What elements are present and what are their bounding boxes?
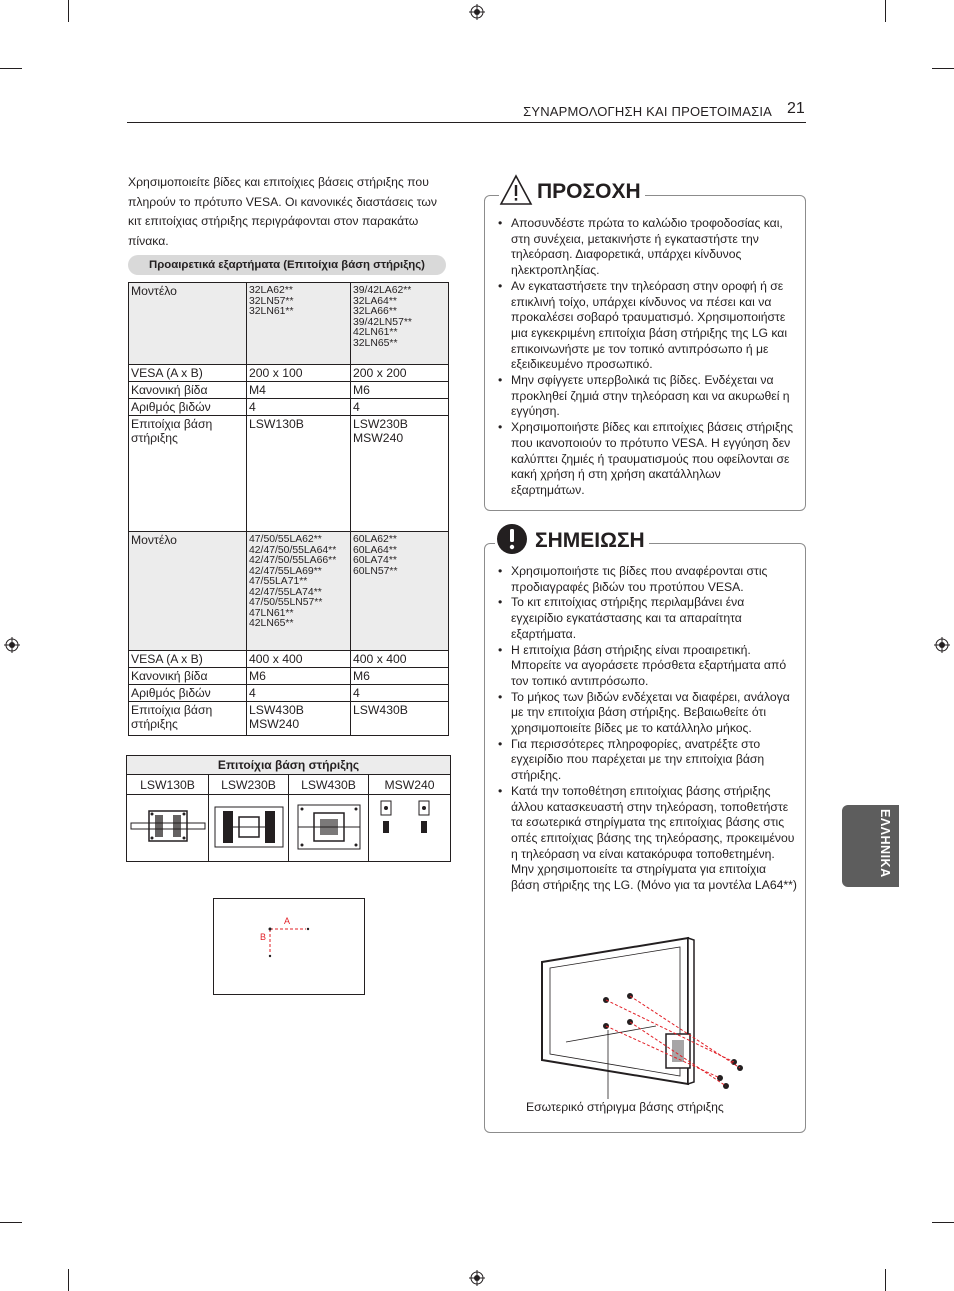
vesa-value: 400 x 400 xyxy=(247,651,351,668)
mount-model-label: LSW230B xyxy=(209,775,289,795)
mount-model-label: MSW240 xyxy=(369,775,451,795)
registration-mark-icon xyxy=(469,4,485,20)
registration-mark-icon xyxy=(934,637,950,653)
count-value: 4 xyxy=(247,685,351,702)
bracket-caption: Εσωτερικό στήριγμα βάσης στήριξης xyxy=(526,1100,724,1114)
table-row xyxy=(129,651,449,668)
wall-mount-lsw130b-icon xyxy=(129,797,207,857)
count-label: Αριθμός βιδών xyxy=(129,685,247,702)
note-item: • Η επιτοίχια βάση στήριξης είναι προαιρετική. Μπορείτε να αγοράσετε πρόσθετα εξαρτήματα από τον τοπικό αντιπρόσωπο. xyxy=(497,643,797,690)
section-title: ΣΥΝΑΡΜΟΛΟΓΗΣΗ ΚΑΙ ΠΡΟΕΤΟΙΜΑΣΙΑ xyxy=(523,104,772,119)
screw-value: M6 xyxy=(247,668,351,685)
mount-value: LSW130B xyxy=(247,416,351,532)
table-row xyxy=(129,702,449,736)
screw-value: M6 xyxy=(351,382,449,399)
wall-mount-table xyxy=(126,755,451,862)
vesa-label: VESA (A x B) xyxy=(129,651,247,668)
count-label: Αριθμός βιδών xyxy=(129,399,247,416)
model-list: 47/50/55LA62** 42/47/50/55LA64** 42/47/50/55LA66** 42/47/55LA69** 47/55LA71** 42/47/55LA74** 47/50/55LN57** 47LN61** 42LN65** xyxy=(247,532,351,651)
caution-item: • Μην σφίγγετε υπερβολικά τις βίδες. Ενδέχεται να προκληθεί ζημιά στην τηλεόραση και να ακυρωθεί η εγγύηση. xyxy=(497,373,797,420)
note-item: • Το κιτ επιτοίχιας στήριξης περιλαμβάνει ένα εγχειρίδιο εγκατάστασης και τα απαραίτητα εξαρτήματα. xyxy=(497,595,797,642)
table-row xyxy=(129,532,449,651)
model-label: Μοντέλο xyxy=(129,283,247,365)
crop-mark xyxy=(0,68,22,69)
wall-mount-lsw230b-icon xyxy=(211,797,287,857)
vesa-label: VESA (A x B) xyxy=(129,365,247,382)
note-item: • Για περισσότερες πληροφορίες, ανατρέξτε στο εγχειρίδιο που παρέχεται με την επιτοίχια βάση στήριξης. xyxy=(497,737,797,784)
caution-list xyxy=(497,216,797,499)
mount-model-label: LSW130B xyxy=(127,775,209,795)
model-label: Μοντέλο xyxy=(129,532,247,651)
count-value: 4 xyxy=(351,685,449,702)
page-number: 21 xyxy=(787,100,805,117)
caution-item: • Αποσυνδέστε πρώτα το καλώδιο τροφοδοσίας και, στη συνέχεια, μετακινήστε ή εγκαταστήστε την τηλεόραση. Διαφορετικά, υπάρχει κίνδυνος ηλεκτροπληξίας. xyxy=(497,216,797,279)
table-row xyxy=(129,399,449,416)
screw-value: M4 xyxy=(247,382,351,399)
crop-mark xyxy=(68,1269,69,1291)
note-title: ΣΗΜΕΙΩΣΗ xyxy=(531,529,649,553)
table-row xyxy=(129,382,449,399)
screw-label: Κανονική βίδα xyxy=(129,382,247,399)
language-tab xyxy=(842,805,899,887)
vesa-diagram xyxy=(213,898,365,995)
dimension-a-label: A xyxy=(284,916,291,926)
screw-label: Κανονική βίδα xyxy=(129,668,247,685)
model-list: 39/42LA62** 32LA64** 32LA66** 39/42LN57** 42LN61** 32LN65** xyxy=(351,283,449,365)
mount-value: LSW230B MSW240 xyxy=(351,416,449,532)
caution-item: • Χρησιμοποιήστε βίδες και επιτοίχιες βάσεις στήριξης που ικανοποιούν το πρότυπο VESA. Η εγγύηση δεν καλύπτει ζημιές ή τραυματισμούς που οφείλονται σε κακή χρήση ή στη χρήση ακατάλληλων εξαρτημάτων. xyxy=(497,420,797,499)
vesa-value: 400 x 400 xyxy=(351,651,449,668)
spec-table xyxy=(128,282,449,736)
registration-mark-icon xyxy=(4,637,20,653)
table-row xyxy=(129,416,449,532)
model-list: 32LA62** 32LN57** 32LN61** xyxy=(247,283,351,365)
crop-mark xyxy=(932,1222,954,1223)
mount-value: LSW430B xyxy=(351,702,449,736)
caution-item: • Αν εγκαταστήσετε την τηλεόραση στην οροφή ή σε επικλινή τοίχο, υπάρχει κίνδυνος να πέσει και να προκαλέσει σοβαρό τραυματισμό. Χρησιμοποιήστε μια εγκεκριμένη επιτοίχια βάση στήριξης της LG και επικοινωνήστε με τον τοπικό αντιπρόσωπο ή με εξειδικευμένο προσωπικό. xyxy=(497,279,797,373)
crop-mark xyxy=(0,1222,22,1223)
language-tab-label: ΕΛΛΗΝΙΚΑ xyxy=(878,809,892,878)
crop-mark xyxy=(885,1269,886,1291)
vesa-value: 200 x 100 xyxy=(247,365,351,382)
mount-image-lsw130b xyxy=(127,795,209,862)
table-row xyxy=(129,685,449,702)
crop-mark xyxy=(885,0,886,22)
optional-accessories-label: Προαιρετικά εξαρτήματα (Επιτοίχια βάση στήριξης) xyxy=(128,255,446,275)
note-item: • Κατά την τοποθέτηση επιτοίχιας βάσης στήριξης άλλου κατασκευαστή στην τηλεόραση, τοποθετήστε τα εσωτερικά στηρίγματα της επιτοίχιας βάσης στις οπές επιτοίχιας βάσης της τηλεόρασης, προκειμένου η τηλεόραση να είναι κατακόρυφα τοποθετημένη. Μην χρησιμοποιείτε τα στηρίγματα για επιτοίχια βάση στήριξης της LG. (Μόνο για τα μοντέλα LA64**) xyxy=(497,784,797,894)
mount-model-label: LSW430B xyxy=(289,775,369,795)
dimension-b-label: B xyxy=(260,932,267,942)
table-row xyxy=(129,283,449,365)
mount-label: Επιτοίχια βάση στήριξης xyxy=(129,702,247,736)
table-row xyxy=(129,365,449,382)
mount-label: Επιτοίχια βάση στήριξης xyxy=(129,416,247,532)
wall-mount-msw240-icon xyxy=(371,797,449,857)
screw-value: M6 xyxy=(351,668,449,685)
crop-mark xyxy=(932,68,954,69)
note-item: • Χρησιμοποιήστε τις βίδες που αναφέρονται στις προδιαγραφές βιδών του προτύπου VESA. xyxy=(497,564,797,595)
vesa-dimension-icon xyxy=(214,899,364,994)
intro-paragraph: Χρησιμοποιείτε βίδες και επιτοίχιες βάσεις στήριξης που πληρούν το πρότυπο VESA. Οι κανονικές διαστάσεις των κιτ επιτοίχιας στήριξης περιγράφονται στον παρακάτω πίνακα. xyxy=(128,175,438,248)
note-item: • Το μήκος των βιδών ενδέχεται να διαφέρει, ανάλογα με την επιτοίχια βάση στήριξης. Βεβαιωθείτε ότι χρησιμοποιείτε βίδες με το κατάλληλο μήκος. xyxy=(497,690,797,737)
header-divider xyxy=(127,122,806,123)
wall-mount-table-title: Επιτοίχια βάση στήριξης xyxy=(127,756,451,775)
crop-mark xyxy=(68,0,69,22)
caution-title: ΠΡΟΣΟΧΗ xyxy=(533,180,645,204)
tv-back-illustration xyxy=(536,934,756,1099)
wall-mount-lsw430b-icon xyxy=(290,797,368,857)
table-row xyxy=(129,668,449,685)
mount-value: LSW430B MSW240 xyxy=(247,702,351,736)
warning-triangle-icon xyxy=(499,174,533,206)
note-exclamation-icon xyxy=(495,522,531,556)
mount-image-msw240 xyxy=(369,795,451,862)
count-value: 4 xyxy=(247,399,351,416)
vesa-value: 200 x 200 xyxy=(351,365,449,382)
count-value: 4 xyxy=(351,399,449,416)
registration-mark-icon xyxy=(469,1270,485,1286)
mount-image-lsw230b xyxy=(209,795,289,862)
mount-image-lsw430b xyxy=(289,795,369,862)
note-list xyxy=(497,564,797,894)
model-list: 60LA62** 60LA64** 60LA74** 60LN57** xyxy=(351,532,449,651)
